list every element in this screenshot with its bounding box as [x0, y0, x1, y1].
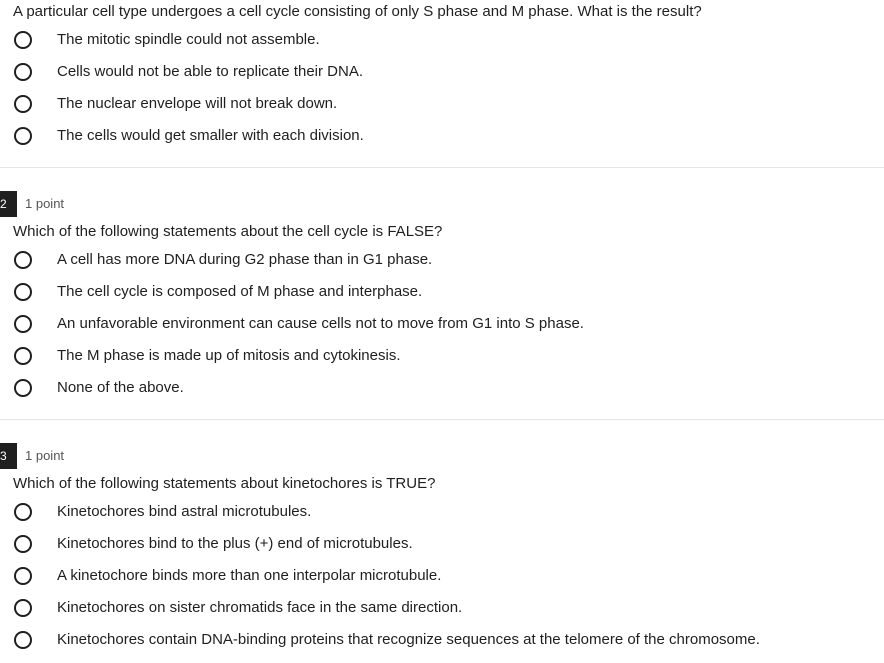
radio-button-icon[interactable] — [14, 127, 32, 145]
q2-option-4[interactable] — [14, 346, 874, 370]
radio-button-icon[interactable] — [14, 535, 32, 553]
q1-option-3[interactable] — [14, 94, 874, 118]
radio-button-icon[interactable] — [14, 95, 32, 113]
q3-option-5[interactable] — [14, 630, 874, 654]
option-label: The M phase is made up of mitosis and cytokinesis. — [57, 347, 401, 364]
option-label: Kinetochores on sister chromatids face in the same direction. — [57, 599, 463, 616]
q2-option-1[interactable] — [14, 250, 874, 274]
points-label: 1 point — [25, 196, 65, 211]
option-label: None of the above. — [57, 379, 184, 396]
option-label: Kinetochores bind astral microtubules. — [57, 503, 312, 520]
option-label: An unfavorable environment can cause cells not to move from G1 into S phase. — [57, 315, 584, 332]
radio-button-icon[interactable] — [14, 599, 32, 617]
q1-option-2[interactable] — [14, 62, 874, 86]
question-3-text: Which of the following statements about kinetochores is TRUE? — [13, 475, 436, 492]
question-divider — [0, 167, 884, 168]
question-number-tab: 2 — [0, 191, 17, 217]
option-label: The cell cycle is composed of M phase and interphase. — [57, 283, 423, 300]
option-label: A cell has more DNA during G2 phase than in G1 phase. — [57, 251, 433, 268]
question-2-text: Which of the following statements about the cell cycle is FALSE? — [13, 223, 443, 240]
q1-option-1[interactable] — [14, 30, 874, 54]
points-label: 1 point — [25, 448, 65, 463]
q3-option-4[interactable] — [14, 598, 874, 622]
radio-button-icon[interactable] — [14, 503, 32, 521]
q2-option-3[interactable] — [14, 314, 874, 338]
radio-button-icon[interactable] — [14, 315, 32, 333]
radio-button-icon[interactable] — [14, 63, 32, 81]
radio-button-icon[interactable] — [14, 31, 32, 49]
radio-button-icon[interactable] — [14, 347, 32, 365]
q2-option-2[interactable] — [14, 282, 874, 306]
q3-option-2[interactable] — [14, 534, 874, 558]
question-divider — [0, 419, 884, 420]
option-label: Kinetochores bind to the plus (+) end of microtubules. — [57, 535, 413, 552]
option-label: Kinetochores contain DNA-binding proteins that recognize sequences at the telomere of the chromosome. — [57, 631, 760, 648]
radio-button-icon[interactable] — [14, 631, 32, 649]
option-label: Cells would not be able to replicate their DNA. — [57, 63, 363, 80]
q2-option-5[interactable] — [14, 378, 874, 402]
radio-button-icon[interactable] — [14, 567, 32, 585]
option-label: The cells would get smaller with each division. — [57, 127, 364, 144]
option-label: A kinetochore binds more than one interpolar microtubule. — [57, 567, 442, 584]
q1-option-4[interactable] — [14, 126, 874, 150]
radio-button-icon[interactable] — [14, 283, 32, 301]
q3-option-1[interactable] — [14, 502, 874, 526]
q3-option-3[interactable] — [14, 566, 874, 590]
radio-button-icon[interactable] — [14, 251, 32, 269]
option-label: The nuclear envelope will not break down. — [57, 95, 338, 112]
question-1-text: A particular cell type undergoes a cell cycle consisting of only S phase and M phase. What is the result? — [13, 3, 702, 20]
question-number-tab: 3 — [0, 443, 17, 469]
radio-button-icon[interactable] — [14, 379, 32, 397]
option-label: The mitotic spindle could not assemble. — [57, 31, 320, 48]
